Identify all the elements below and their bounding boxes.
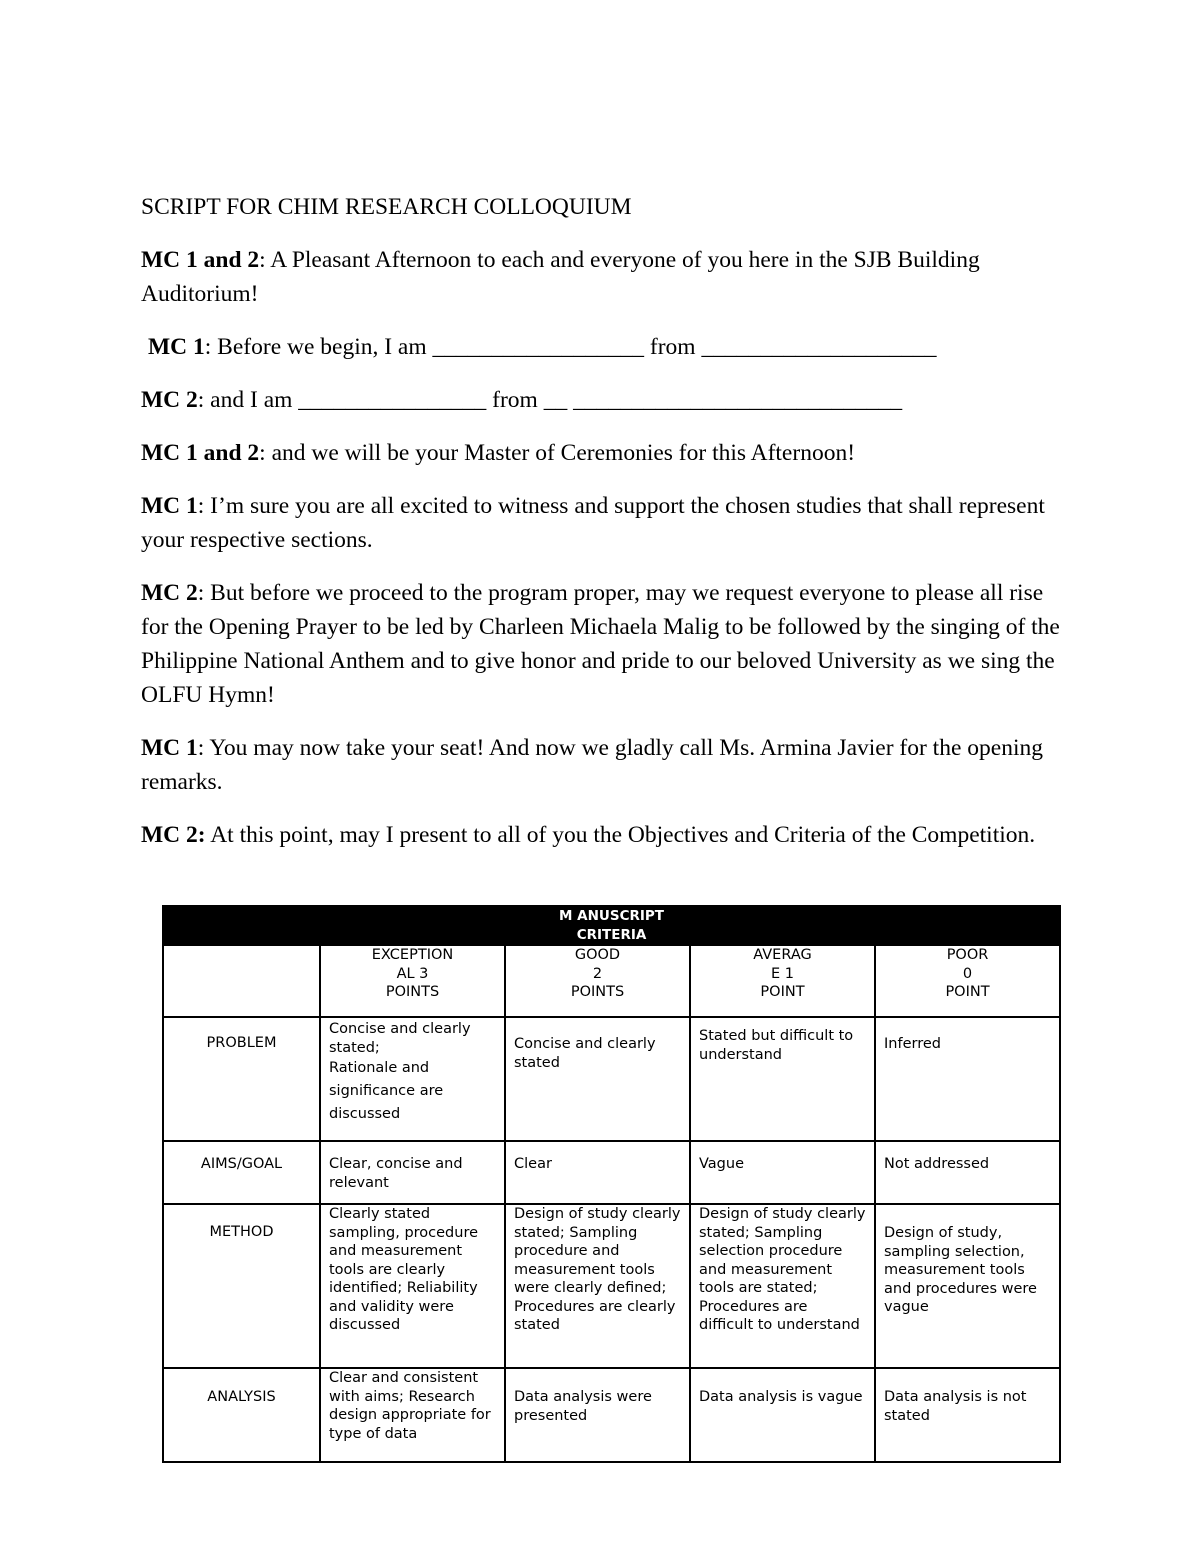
criterion-label: PROBLEM bbox=[163, 1017, 320, 1141]
document-title: SCRIPT FOR CHIM RESEARCH COLLOQUIUM bbox=[141, 194, 632, 220]
criterion-cell: Inferred bbox=[875, 1017, 1060, 1141]
header-line: M ANUSCRIPT bbox=[559, 908, 665, 924]
criterion-cell: Data analysis is not stated bbox=[875, 1368, 1060, 1462]
level-good: GOOD 2 POINTS bbox=[505, 945, 690, 1017]
speaker-label: MC 2 bbox=[141, 580, 198, 606]
table-header-row bbox=[163, 906, 1060, 945]
script-body bbox=[141, 190, 1071, 871]
table-row bbox=[163, 1141, 1060, 1204]
criterion-cell: Clear and consistent with aims; Research design appropriate for type of data bbox=[320, 1368, 505, 1462]
criterion-cell: Concise and clearly stated; Rationale and significance are discussed bbox=[320, 1017, 505, 1141]
line-text: : and I am ________________ from __ ____________________________ bbox=[197, 387, 903, 413]
criterion-label: METHOD bbox=[163, 1204, 320, 1368]
criterion-cell: Stated but difficult to understand bbox=[690, 1017, 875, 1141]
script-line bbox=[141, 330, 1071, 364]
criterion-label: AIMS/GOAL bbox=[163, 1141, 320, 1204]
line-text: : A Pleasant Afternoon to each and everyone of you here in the SJB Building Auditorium! bbox=[141, 247, 980, 307]
criterion-cell: Not addressed bbox=[875, 1141, 1060, 1204]
criterion-cell: Clear, concise and relevant bbox=[320, 1141, 505, 1204]
criterion-cell: Concise and clearly stated bbox=[505, 1017, 690, 1141]
empty-cell bbox=[163, 945, 320, 1017]
criterion-cell: Clearly stated sampling, procedure and measurement tools are clearly identified; Reliability and validity were discussed bbox=[320, 1204, 505, 1368]
table-row bbox=[163, 1368, 1060, 1462]
line-text: : But before we proceed to the program proper, may we request everyone to please all rise for the Opening Prayer to be led by Charleen Michaela Malig to be followed by the singing of the Philippine National Anthem and to give honor and pride to our beloved University as we sing the OLFU Hymn! bbox=[141, 580, 1060, 708]
speaker-label: MC 2: bbox=[141, 822, 206, 848]
level-average: AVERAG E 1 POINT bbox=[690, 945, 875, 1017]
script-line bbox=[141, 489, 1071, 557]
speaker-label: MC 1 and 2 bbox=[141, 247, 260, 273]
script-line bbox=[141, 243, 1071, 311]
criterion-cell: Clear bbox=[505, 1141, 690, 1204]
manuscript-criteria-table bbox=[162, 905, 1061, 1463]
line-text: : I’m sure you are all excited to witness and support the chosen studies that shall represent your respective sections. bbox=[141, 493, 1045, 553]
criterion-cell: Data analysis is vague bbox=[690, 1368, 875, 1462]
criterion-label: ANALYSIS bbox=[163, 1368, 320, 1462]
criterion-cell: Design of study clearly stated; Sampling procedure and measurement tools were clearly defined; Procedures are clearly stated bbox=[505, 1204, 690, 1368]
header-line: CRITERIA bbox=[576, 926, 647, 943]
level-poor: POOR 0 POINT bbox=[875, 945, 1060, 1017]
speaker-label: MC 2 bbox=[141, 387, 198, 413]
criterion-cell: Data analysis were presented bbox=[505, 1368, 690, 1462]
speaker-label: MC 1 bbox=[141, 735, 198, 761]
speaker-label: MC 1 bbox=[141, 493, 198, 519]
script-line bbox=[141, 576, 1071, 712]
script-line bbox=[141, 731, 1071, 799]
criterion-cell: Design of study clearly stated; Sampling selection procedure and measurement tools are stated; Procedures are difficult to understand bbox=[690, 1204, 875, 1368]
levels-row bbox=[163, 945, 1060, 1017]
line-text: At this point, may I present to all of you the Objectives and Criteria of the Competition. bbox=[205, 822, 1036, 848]
speaker-label: MC 1 bbox=[148, 334, 205, 360]
table-row bbox=[163, 1017, 1060, 1141]
level-exceptional: EXCEPTION AL 3 POINTS bbox=[320, 945, 505, 1017]
script-line bbox=[141, 818, 1071, 852]
table-header bbox=[163, 906, 1060, 945]
criterion-cell: Design of study, sampling selection, measurement tools and procedures were vague bbox=[875, 1204, 1060, 1368]
line-text: : Before we begin, I am __________________ from ____________________ bbox=[204, 334, 937, 360]
script-line bbox=[141, 436, 1071, 470]
speaker-label: MC 1 and 2 bbox=[141, 440, 260, 466]
table-row bbox=[163, 1204, 1060, 1368]
line-text: : and we will be your Master of Ceremonies for this Afternoon! bbox=[259, 440, 856, 466]
script-line bbox=[141, 383, 1071, 417]
criterion-cell: Vague bbox=[690, 1141, 875, 1204]
line-text: : You may now take your seat! And now we gladly call Ms. Armina Javier for the opening remarks. bbox=[141, 735, 1043, 795]
